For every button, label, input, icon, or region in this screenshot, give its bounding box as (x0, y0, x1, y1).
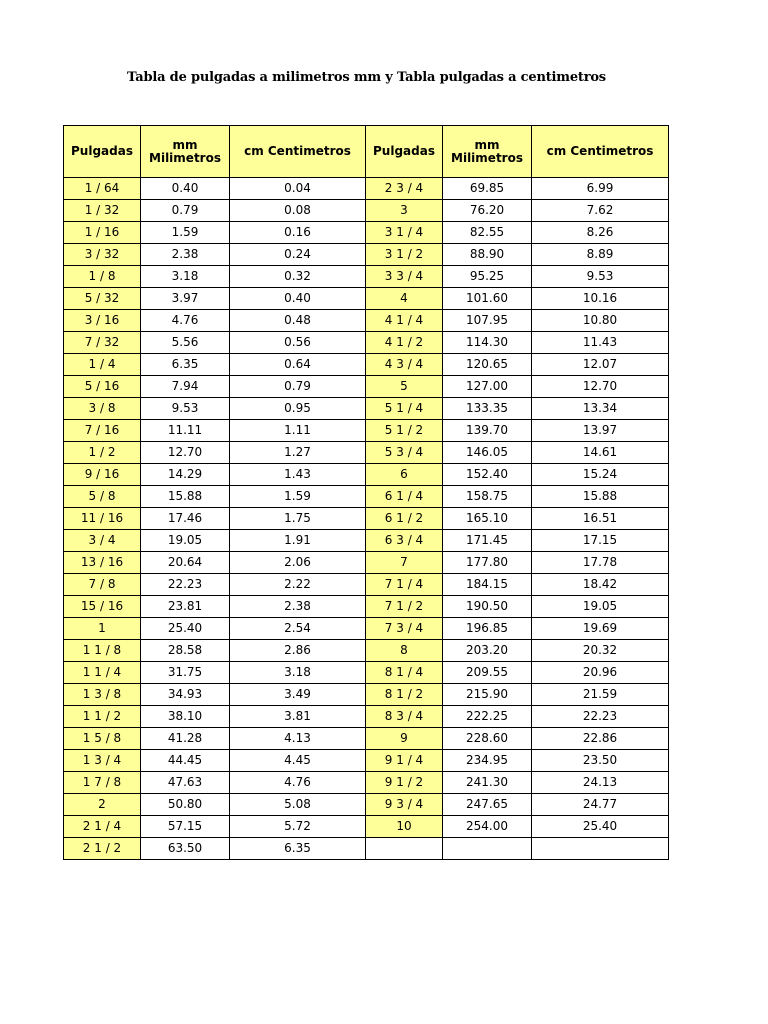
inches-cell: 5 / 32 (64, 288, 141, 310)
inches-cell: 3 (366, 200, 443, 222)
table-row (64, 464, 669, 486)
mm-cell: 47.63 (141, 772, 230, 794)
mm-cell: 146.05 (443, 442, 532, 464)
mm-cell: 28.58 (141, 640, 230, 662)
inches-cell: 1 7 / 8 (64, 772, 141, 794)
mm-cell: 0.79 (141, 200, 230, 222)
cm-cell: 3.81 (230, 706, 366, 728)
mm-cell: 34.93 (141, 684, 230, 706)
cm-cell: 17.15 (532, 530, 669, 552)
mm-cell: 152.40 (443, 464, 532, 486)
mm-cell: 234.95 (443, 750, 532, 772)
cm-cell: 1.75 (230, 508, 366, 530)
cm-cell: 3.18 (230, 662, 366, 684)
inches-cell: 2 3 / 4 (366, 178, 443, 200)
inches-cell: 5 / 8 (64, 486, 141, 508)
inches-cell: 5 3 / 4 (366, 442, 443, 464)
table-header-row (64, 126, 669, 178)
cm-cell: 0.64 (230, 354, 366, 376)
header-mm (141, 126, 230, 178)
mm-cell: 38.10 (141, 706, 230, 728)
header-cm: cm Centimetros (230, 126, 366, 178)
table-row (64, 794, 669, 816)
table-row (64, 772, 669, 794)
cm-cell: 24.13 (532, 772, 669, 794)
cm-cell: 0.08 (230, 200, 366, 222)
inches-cell: 9 3 / 4 (366, 794, 443, 816)
cm-cell: 0.24 (230, 244, 366, 266)
mm-cell: 22.23 (141, 574, 230, 596)
inches-cell: 3 / 16 (64, 310, 141, 332)
mm-cell: 41.28 (141, 728, 230, 750)
cm-cell: 22.23 (532, 706, 669, 728)
table-row (64, 376, 669, 398)
inches-cell: 1 / 16 (64, 222, 141, 244)
mm-cell: 184.15 (443, 574, 532, 596)
mm-cell: 14.29 (141, 464, 230, 486)
inches-cell: 4 1 / 4 (366, 310, 443, 332)
cm-cell: 25.40 (532, 816, 669, 838)
inches-cell: 4 (366, 288, 443, 310)
mm-cell: 133.35 (443, 398, 532, 420)
inches-cell: 1 1 / 8 (64, 640, 141, 662)
mm-cell: 0.40 (141, 178, 230, 200)
inches-cell: 3 3 / 4 (366, 266, 443, 288)
mm-cell: 17.46 (141, 508, 230, 530)
empty-cell (366, 838, 443, 860)
cm-cell: 10.80 (532, 310, 669, 332)
mm-cell: 158.75 (443, 486, 532, 508)
table-body (64, 178, 669, 860)
mm-cell: 50.80 (141, 794, 230, 816)
table-row (64, 662, 669, 684)
mm-cell: 19.05 (141, 530, 230, 552)
inches-cell: 8 1 / 4 (366, 662, 443, 684)
mm-cell: 12.70 (141, 442, 230, 464)
table-row (64, 288, 669, 310)
inches-cell: 3 / 8 (64, 398, 141, 420)
cm-cell: 5.72 (230, 816, 366, 838)
inches-cell: 2 1 / 4 (64, 816, 141, 838)
mm-cell: 3.18 (141, 266, 230, 288)
inches-cell: 7 3 / 4 (366, 618, 443, 640)
inches-cell: 1 3 / 8 (64, 684, 141, 706)
mm-cell: 9.53 (141, 398, 230, 420)
cm-cell: 11.43 (532, 332, 669, 354)
cm-cell: 16.51 (532, 508, 669, 530)
page-title: Tabla de pulgadas a milimetros mm y Tabla pulgadas a centimetros (127, 70, 606, 85)
cm-cell: 6.35 (230, 838, 366, 860)
mm-cell: 7.94 (141, 376, 230, 398)
cm-cell: 7.62 (532, 200, 669, 222)
table-row (64, 838, 669, 860)
inches-cell: 1 (64, 618, 141, 640)
cm-cell: 15.88 (532, 486, 669, 508)
empty-cell (443, 838, 532, 860)
cm-cell: 19.69 (532, 618, 669, 640)
inches-cell: 9 (366, 728, 443, 750)
mm-cell: 107.95 (443, 310, 532, 332)
inches-cell: 5 / 16 (64, 376, 141, 398)
mm-cell: 88.90 (443, 244, 532, 266)
table-row (64, 178, 669, 200)
cm-cell: 12.70 (532, 376, 669, 398)
mm-cell: 101.60 (443, 288, 532, 310)
mm-cell: 82.55 (443, 222, 532, 244)
inches-cell: 1 / 8 (64, 266, 141, 288)
inches-cell: 4 3 / 4 (366, 354, 443, 376)
mm-cell: 57.15 (141, 816, 230, 838)
mm-cell: 63.50 (141, 838, 230, 860)
cm-cell: 10.16 (532, 288, 669, 310)
cm-cell: 22.86 (532, 728, 669, 750)
mm-cell: 127.00 (443, 376, 532, 398)
cm-cell: 2.22 (230, 574, 366, 596)
inches-cell: 1 5 / 8 (64, 728, 141, 750)
inches-cell: 8 3 / 4 (366, 706, 443, 728)
inches-cell: 6 (366, 464, 443, 486)
inches-cell: 3 / 32 (64, 244, 141, 266)
inches-cell: 10 (366, 816, 443, 838)
cm-cell: 24.77 (532, 794, 669, 816)
mm-cell: 209.55 (443, 662, 532, 684)
mm-cell: 177.80 (443, 552, 532, 574)
mm-cell: 1.59 (141, 222, 230, 244)
mm-cell: 203.20 (443, 640, 532, 662)
header-inches: Pulgadas (64, 126, 141, 178)
inches-cell: 3 / 4 (64, 530, 141, 552)
cm-cell: 0.48 (230, 310, 366, 332)
cm-cell: 2.86 (230, 640, 366, 662)
cm-cell: 0.32 (230, 266, 366, 288)
mm-cell: 20.64 (141, 552, 230, 574)
table-row (64, 200, 669, 222)
cm-cell: 1.43 (230, 464, 366, 486)
mm-cell: 222.25 (443, 706, 532, 728)
inches-cell: 7 / 32 (64, 332, 141, 354)
conversion-table (63, 125, 669, 860)
cm-cell: 5.08 (230, 794, 366, 816)
cm-cell: 17.78 (532, 552, 669, 574)
inches-cell: 1 1 / 2 (64, 706, 141, 728)
table-row (64, 244, 669, 266)
cm-cell: 0.56 (230, 332, 366, 354)
inches-cell: 1 3 / 4 (64, 750, 141, 772)
mm-cell: 114.30 (443, 332, 532, 354)
mm-cell: 23.81 (141, 596, 230, 618)
mm-cell: 76.20 (443, 200, 532, 222)
cm-cell: 18.42 (532, 574, 669, 596)
mm-cell: 11.11 (141, 420, 230, 442)
inches-cell: 5 (366, 376, 443, 398)
cm-cell: 4.76 (230, 772, 366, 794)
header-cm-2: cm Centimetros (532, 126, 669, 178)
table-row (64, 574, 669, 596)
inches-cell: 7 (366, 552, 443, 574)
inches-cell: 1 / 64 (64, 178, 141, 200)
inches-cell: 6 3 / 4 (366, 530, 443, 552)
cm-cell: 8.89 (532, 244, 669, 266)
inches-cell: 1 1 / 4 (64, 662, 141, 684)
mm-cell: 241.30 (443, 772, 532, 794)
table-row (64, 728, 669, 750)
table-row (64, 332, 669, 354)
cm-cell: 1.27 (230, 442, 366, 464)
table-row (64, 750, 669, 772)
mm-cell: 15.88 (141, 486, 230, 508)
cm-cell: 2.54 (230, 618, 366, 640)
cm-cell: 4.45 (230, 750, 366, 772)
cm-cell: 1.11 (230, 420, 366, 442)
header-mm-2 (443, 126, 532, 178)
inches-cell: 7 1 / 2 (366, 596, 443, 618)
inches-cell: 7 / 16 (64, 420, 141, 442)
inches-cell: 9 1 / 4 (366, 750, 443, 772)
cm-cell: 8.26 (532, 222, 669, 244)
inches-cell: 15 / 16 (64, 596, 141, 618)
table-row (64, 816, 669, 838)
inches-cell: 2 (64, 794, 141, 816)
inches-cell: 3 1 / 4 (366, 222, 443, 244)
mm-cell: 247.65 (443, 794, 532, 816)
mm-cell: 228.60 (443, 728, 532, 750)
mm-cell: 139.70 (443, 420, 532, 442)
inches-cell: 6 1 / 2 (366, 508, 443, 530)
cm-cell: 4.13 (230, 728, 366, 750)
inches-cell: 9 1 / 2 (366, 772, 443, 794)
mm-cell: 6.35 (141, 354, 230, 376)
table-row (64, 420, 669, 442)
empty-cell (532, 838, 669, 860)
inches-cell: 11 / 16 (64, 508, 141, 530)
inches-cell: 9 / 16 (64, 464, 141, 486)
cm-cell: 2.38 (230, 596, 366, 618)
mm-cell: 120.65 (443, 354, 532, 376)
cm-cell: 9.53 (532, 266, 669, 288)
inches-cell: 4 1 / 2 (366, 332, 443, 354)
cm-cell: 0.79 (230, 376, 366, 398)
mm-cell: 69.85 (443, 178, 532, 200)
inches-cell: 1 / 32 (64, 200, 141, 222)
inches-cell: 1 / 2 (64, 442, 141, 464)
cm-cell: 21.59 (532, 684, 669, 706)
cm-cell: 14.61 (532, 442, 669, 464)
mm-cell: 2.38 (141, 244, 230, 266)
inches-cell: 7 1 / 4 (366, 574, 443, 596)
cm-cell: 0.16 (230, 222, 366, 244)
table-row (64, 508, 669, 530)
cm-cell: 19.05 (532, 596, 669, 618)
mm-cell: 44.45 (141, 750, 230, 772)
inches-cell: 8 1 / 2 (366, 684, 443, 706)
mm-cell: 196.85 (443, 618, 532, 640)
table-row (64, 398, 669, 420)
cm-cell: 2.06 (230, 552, 366, 574)
inches-cell: 8 (366, 640, 443, 662)
inches-cell: 5 1 / 2 (366, 420, 443, 442)
cm-cell: 0.95 (230, 398, 366, 420)
table-row (64, 530, 669, 552)
inches-cell: 3 1 / 2 (366, 244, 443, 266)
mm-cell: 95.25 (443, 266, 532, 288)
mm-cell: 5.56 (141, 332, 230, 354)
mm-cell: 3.97 (141, 288, 230, 310)
inches-cell: 13 / 16 (64, 552, 141, 574)
table-row (64, 266, 669, 288)
cm-cell: 1.59 (230, 486, 366, 508)
cm-cell: 3.49 (230, 684, 366, 706)
mm-cell: 31.75 (141, 662, 230, 684)
inches-cell: 7 / 8 (64, 574, 141, 596)
header-mm-unit-2: mm (474, 137, 500, 152)
mm-cell: 171.45 (443, 530, 532, 552)
mm-cell: 215.90 (443, 684, 532, 706)
table-row (64, 486, 669, 508)
mm-cell: 25.40 (141, 618, 230, 640)
header-mm-label: Milimetros (149, 150, 221, 165)
table-row (64, 222, 669, 244)
cm-cell: 20.32 (532, 640, 669, 662)
cm-cell: 13.97 (532, 420, 669, 442)
mm-cell: 165.10 (443, 508, 532, 530)
header-inches-2: Pulgadas (366, 126, 443, 178)
table-row (64, 552, 669, 574)
table-row (64, 354, 669, 376)
cm-cell: 0.40 (230, 288, 366, 310)
mm-cell: 254.00 (443, 816, 532, 838)
cm-cell: 20.96 (532, 662, 669, 684)
cm-cell: 6.99 (532, 178, 669, 200)
inches-cell: 2 1 / 2 (64, 838, 141, 860)
table-row (64, 310, 669, 332)
inches-cell: 5 1 / 4 (366, 398, 443, 420)
cm-cell: 12.07 (532, 354, 669, 376)
table-row (64, 684, 669, 706)
cm-cell: 1.91 (230, 530, 366, 552)
header-mm-label-2: Milimetros (451, 150, 523, 165)
mm-cell: 190.50 (443, 596, 532, 618)
table-row (64, 596, 669, 618)
mm-cell: 4.76 (141, 310, 230, 332)
inches-cell: 1 / 4 (64, 354, 141, 376)
cm-cell: 15.24 (532, 464, 669, 486)
table-row (64, 618, 669, 640)
cm-cell: 0.04 (230, 178, 366, 200)
cm-cell: 23.50 (532, 750, 669, 772)
cm-cell: 13.34 (532, 398, 669, 420)
table-row (64, 442, 669, 464)
table-row (64, 640, 669, 662)
header-mm-unit: mm (172, 137, 198, 152)
inches-cell: 6 1 / 4 (366, 486, 443, 508)
table-row (64, 706, 669, 728)
